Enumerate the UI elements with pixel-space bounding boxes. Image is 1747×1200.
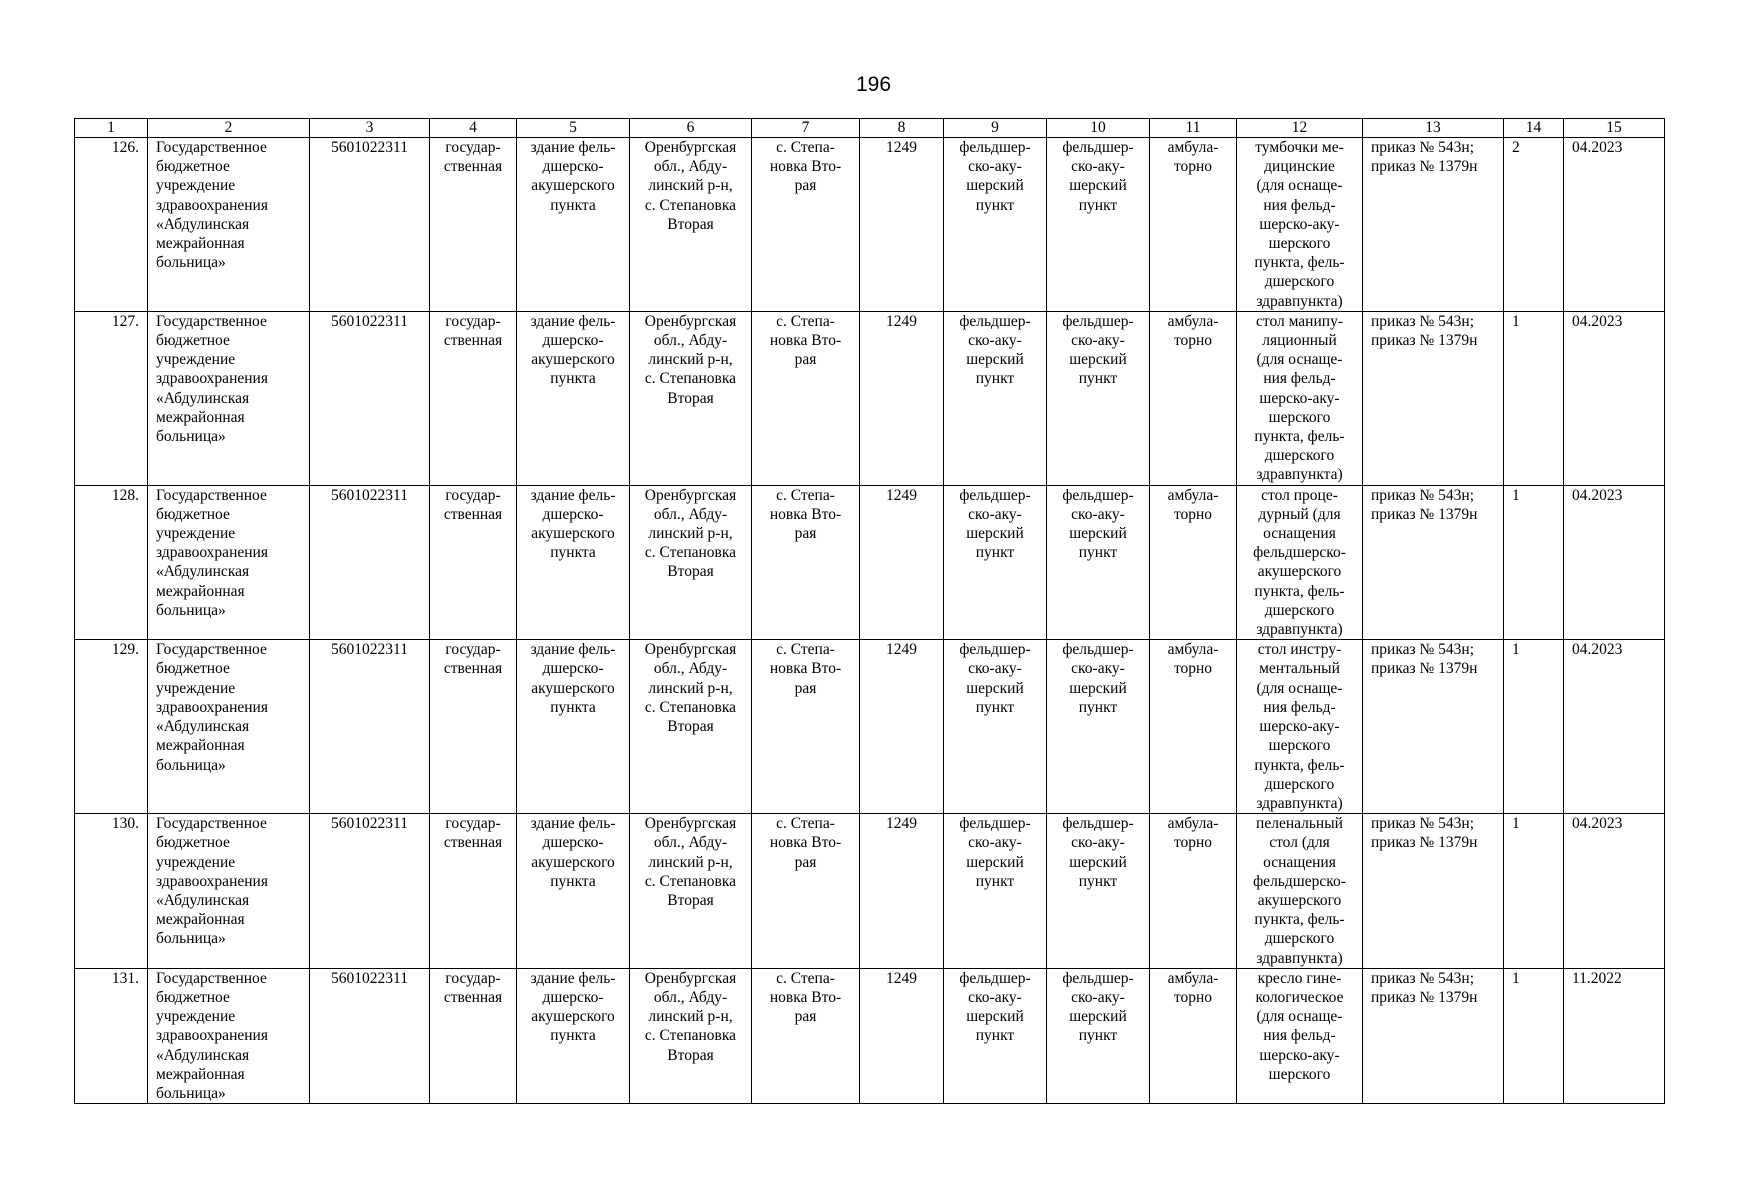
inn-cell: 5601022311 [310,485,430,640]
organization-cell: Государственное бюджетное учреждение здравоохранения «Абдулинская межрайонная больница» [148,485,310,640]
address-cell: Оренбургская обл., Абду- линский р-н, с. Степановка Вторая [630,138,752,312]
building-cell: здание фель- дшерско- акушерского пункта [517,485,630,640]
column-number: 12 [1237,119,1363,138]
quantity-cell: 2 [1504,138,1564,312]
code-cell: 1249 [860,968,944,1103]
facility-subtype-cell: фельдшер- ско-аку- шерский пункт [1047,968,1150,1103]
column-number: 11 [1150,119,1237,138]
column-number: 13 [1363,119,1504,138]
ownership-cell: государ- ственная [430,485,517,640]
building-cell: здание фель- дшерско- акушерского пункта [517,311,630,485]
care-form-cell: амбула- торно [1150,138,1237,312]
ownership-cell: государ- ственная [430,640,517,814]
date-cell: 04.2023 [1564,138,1665,312]
code-cell: 1249 [860,640,944,814]
order-cell: приказ № 543н; приказ № 1379н [1363,640,1504,814]
facility-subtype-cell: фельдшер- ско-аку- шерский пункт [1047,485,1150,640]
care-form-cell: амбула- торно [1150,640,1237,814]
column-number: 1 [75,119,148,138]
inn-cell: 5601022311 [310,640,430,814]
row-number: 129. [75,640,148,814]
column-number: 5 [517,119,630,138]
building-cell: здание фель- дшерско- акушерского пункта [517,968,630,1103]
table-row [75,968,1665,1103]
registry-table [74,118,1665,1104]
inn-cell: 5601022311 [310,814,430,969]
table-row [75,640,1665,814]
quantity-cell: 1 [1504,485,1564,640]
address-cell: Оренбургская обл., Абду- линский р-н, с. Степановка Вторая [630,311,752,485]
care-form-cell: амбула- торно [1150,485,1237,640]
column-number-row [75,119,1665,138]
facility-subtype-cell: фельдшер- ско-аку- шерский пункт [1047,640,1150,814]
equipment-cell: стол манипу- ляционный (для оснаще- ния фельд- шерско-аку- шерского пункта, фель- дшерского здравпункта) [1237,311,1363,485]
order-cell: приказ № 543н; приказ № 1379н [1363,485,1504,640]
table-row [75,311,1665,485]
row-number: 126. [75,138,148,312]
column-number: 8 [860,119,944,138]
facility-type-cell: фельдшер- ско-аку- шерский пункт [944,968,1047,1103]
care-form-cell: амбула- торно [1150,311,1237,485]
date-cell: 04.2023 [1564,814,1665,969]
equipment-cell: кресло гине- кологическое (для оснаще- ния фельд- шерско-аку- шерского [1237,968,1363,1103]
order-cell: приказ № 543н; приказ № 1379н [1363,311,1504,485]
building-cell: здание фель- дшерско- акушерского пункта [517,640,630,814]
organization-cell: Государственное бюджетное учреждение здравоохранения «Абдулинская межрайонная больница» [148,640,310,814]
table-row [75,814,1665,969]
locality-cell: с. Степа- новка Вто- рая [752,640,860,814]
locality-cell: с. Степа- новка Вто- рая [752,968,860,1103]
equipment-cell: стол инстру- ментальный (для оснаще- ния фельд- шерско-аку- шерского пункта, фель- дшерского здравпункта) [1237,640,1363,814]
ownership-cell: государ- ственная [430,138,517,312]
column-number: 9 [944,119,1047,138]
facility-subtype-cell: фельдшер- ско-аку- шерский пункт [1047,138,1150,312]
column-number: 10 [1047,119,1150,138]
facility-type-cell: фельдшер- ско-аку- шерский пункт [944,485,1047,640]
building-cell: здание фель- дшерско- акушерского пункта [517,138,630,312]
order-cell: приказ № 543н; приказ № 1379н [1363,138,1504,312]
facility-subtype-cell: фельдшер- ско-аку- шерский пункт [1047,311,1150,485]
quantity-cell: 1 [1504,814,1564,969]
equipment-cell: пеленальный стол (для оснащения фельдшерско- акушерского пункта, фель- дшерского здравпункта) [1237,814,1363,969]
organization-cell: Государственное бюджетное учреждение здравоохранения «Абдулинская межрайонная больница» [148,814,310,969]
order-cell: приказ № 543н; приказ № 1379н [1363,814,1504,969]
ownership-cell: государ- ственная [430,968,517,1103]
column-number: 2 [148,119,310,138]
date-cell: 04.2023 [1564,311,1665,485]
address-cell: Оренбургская обл., Абду- линский р-н, с. Степановка Вторая [630,968,752,1103]
inn-cell: 5601022311 [310,138,430,312]
code-cell: 1249 [860,311,944,485]
ownership-cell: государ- ственная [430,311,517,485]
row-number: 128. [75,485,148,640]
code-cell: 1249 [860,485,944,640]
facility-type-cell: фельдшер- ско-аку- шерский пункт [944,138,1047,312]
ownership-cell: государ- ственная [430,814,517,969]
date-cell: 11.2022 [1564,968,1665,1103]
organization-cell: Государственное бюджетное учреждение здравоохранения «Абдулинская межрайонная больница» [148,138,310,312]
date-cell: 04.2023 [1564,485,1665,640]
table-row [75,485,1665,640]
address-cell: Оренбургская обл., Абду- линский р-н, с. Степановка Вторая [630,485,752,640]
column-number: 7 [752,119,860,138]
address-cell: Оренбургская обл., Абду- линский р-н, с. Степановка Вторая [630,640,752,814]
page-number: 196 [855,73,892,96]
locality-cell: с. Степа- новка Вто- рая [752,311,860,485]
address-cell: Оренбургская обл., Абду- линский р-н, с. Степановка Вторая [630,814,752,969]
column-number: 4 [430,119,517,138]
column-number: 15 [1564,119,1665,138]
quantity-cell: 1 [1504,968,1564,1103]
locality-cell: с. Степа- новка Вто- рая [752,138,860,312]
equipment-cell: стол проце- дурный (для оснащения фельдшерско- акушерского пункта, фель- дшерского здравпункта) [1237,485,1363,640]
equipment-cell: тумбочки ме- дицинские (для оснаще- ния фельд- шерско-аку- шерского пункта, фель- дшерского здравпункта) [1237,138,1363,312]
row-number: 127. [75,311,148,485]
care-form-cell: амбула- торно [1150,814,1237,969]
quantity-cell: 1 [1504,311,1564,485]
locality-cell: с. Степа- новка Вто- рая [752,814,860,969]
building-cell: здание фель- дшерско- акушерского пункта [517,814,630,969]
order-cell: приказ № 543н; приказ № 1379н [1363,968,1504,1103]
facility-type-cell: фельдшер- ско-аку- шерский пункт [944,311,1047,485]
column-number: 3 [310,119,430,138]
code-cell: 1249 [860,138,944,312]
inn-cell: 5601022311 [310,968,430,1103]
row-number: 131. [75,968,148,1103]
code-cell: 1249 [860,814,944,969]
facility-type-cell: фельдшер- ско-аку- шерский пункт [944,640,1047,814]
organization-cell: Государственное бюджетное учреждение здравоохранения «Абдулинская межрайонная больница» [148,968,310,1103]
quantity-cell: 1 [1504,640,1564,814]
column-number: 14 [1504,119,1564,138]
care-form-cell: амбула- торно [1150,968,1237,1103]
facility-subtype-cell: фельдшер- ско-аку- шерский пункт [1047,814,1150,969]
inn-cell: 5601022311 [310,311,430,485]
locality-cell: с. Степа- новка Вто- рая [752,485,860,640]
column-number: 6 [630,119,752,138]
facility-type-cell: фельдшер- ско-аку- шерский пункт [944,814,1047,969]
table-row [75,138,1665,312]
date-cell: 04.2023 [1564,640,1665,814]
organization-cell: Государственное бюджетное учреждение здравоохранения «Абдулинская межрайонная больница» [148,311,310,485]
row-number: 130. [75,814,148,969]
